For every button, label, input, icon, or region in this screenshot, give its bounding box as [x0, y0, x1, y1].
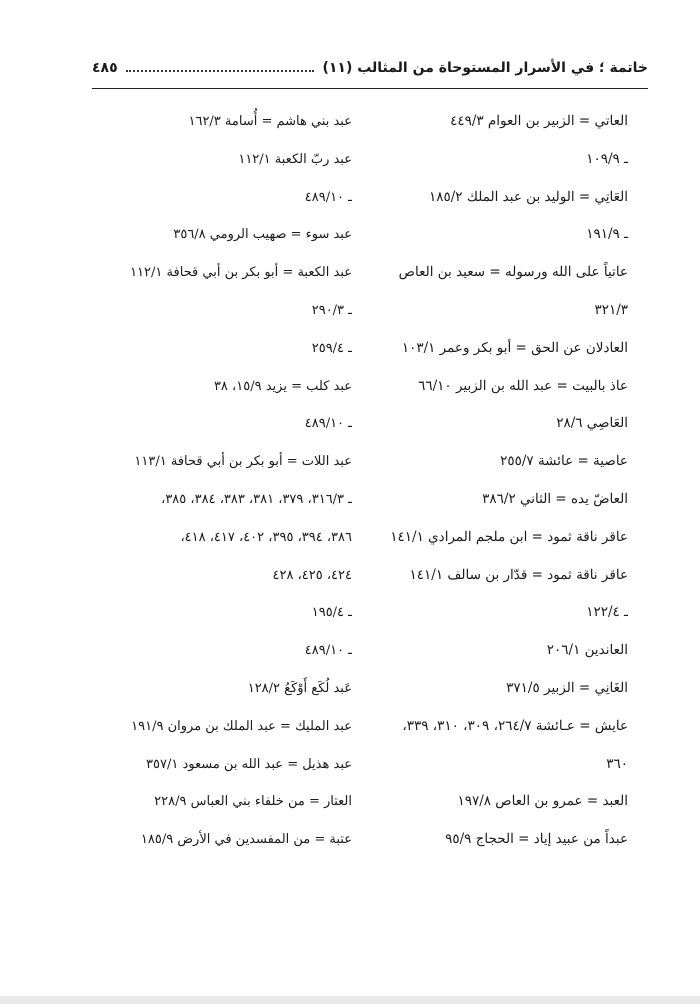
- index-entry: ـ ٤٨٩/١٠: [304, 643, 352, 659]
- index-entry: العاتي = الزبير بن العوام ٤٤٩/٣: [450, 113, 628, 129]
- index-entry: عايش = عـائشة ٢٦٤/٧، ٣٠٩، ٣١٠، ٣٣٩،: [402, 717, 628, 734]
- index-entry: ـ ١٠٩/٩: [586, 150, 628, 167]
- index-entry: ـ ٣١٦/٣، ٣٧٩، ٣٨١، ٣٨٣، ٣٨٤، ٣٨٥،: [161, 491, 352, 507]
- index-entry: ـ ١٢٢/٤: [586, 604, 628, 621]
- index-entry: ـ ١٩٥/٤: [311, 605, 352, 621]
- index-entry: عبداً من عبيد إياد = الحجاج ٩٥/٩: [445, 831, 628, 848]
- index-entry: ٤٢٤، ٤٢٥، ٤٢٨: [272, 567, 352, 583]
- index-entry: عتبة = من المفسدين في الأرض ١٨٥/٩: [140, 832, 352, 848]
- index-entry: العَاتِي = الوليد بن عبد الملك ١٨٥/٢: [429, 188, 628, 205]
- index-entry: ـ ٢٩٠/٣: [311, 302, 352, 318]
- header-dot-leader: [126, 60, 315, 72]
- index-entry: عاقر ناقة ثمود = ابن ملجم المرادي ١٤١/١: [390, 528, 628, 545]
- index-entry: عبد ربّ الكعبة ١١٢/١: [238, 151, 352, 167]
- index-entry: عبد اللات = أبو بكر بن أبي قحافة ١١٣/١: [134, 454, 352, 470]
- index-entry: عاذ بالبيت = عبد الله بن الزبير ٦٦/١٠: [418, 377, 628, 394]
- scan-bottom-edge: [0, 996, 700, 1004]
- index-entry: عاقر ناقة ثمود = قدّار بن سالف ١٤١/١: [409, 566, 628, 583]
- index-entry: العاندين ٢٠٦/١: [546, 642, 628, 659]
- index-column-right: [328, 103, 628, 859]
- index-entry: ـ ١٩١/٩: [586, 226, 628, 243]
- index-entry: عاصية = عائشة ٢٥٥/٧: [500, 453, 628, 470]
- index-entry: عبد هذيل = عبد الله بن مسعود ٣٥٧/١: [146, 756, 352, 772]
- index-entry: العادلان عن الحق = أبو بكر وعمر ١٠٣/١: [401, 339, 628, 356]
- index-entry: العتار = من خلفاء بني العباس ٢٢٨/٩: [154, 794, 352, 810]
- header-rule: [92, 88, 648, 89]
- index-entry: العبد = عمرو بن العاص ١٩٧/٨: [457, 793, 628, 810]
- index-entry: عبد الكعبة = أبو بكر بن أبي قحافة ١١٢/١: [130, 265, 352, 281]
- index-column-left: [30, 103, 352, 859]
- index-entry: عبد سوء = صهيب الرومي ٣٥٦/٨: [173, 227, 352, 243]
- index-entry: عبد كلب = يزيد ١٥/٩، ٣٨: [213, 378, 352, 394]
- running-header: [92, 60, 648, 76]
- index-entry: ـ ٢٥٩/٤: [311, 340, 352, 356]
- index-entry: العاضّ يده = الثاني ٣٨٦/٢: [482, 490, 628, 507]
- header-title: خاتمة ؛ في الأسرار المستوحاة من المثالب (١١): [322, 60, 648, 76]
- index-entry: الغَانِي = الزبير ٣٧١/٥: [506, 679, 628, 696]
- index-entry: عَبد لُكَع أَوْكَعُ ١٢٨/٢: [247, 680, 352, 696]
- index-entry: ٣٦٠: [606, 755, 628, 772]
- index-entry: عبد المليك = عبد الملك بن مروان ١٩١/٩: [131, 718, 352, 734]
- index-entry: ـ ٤٨٩/١٠: [304, 416, 352, 432]
- index-entry: عاتياً على الله ورسوله = سعيد بن العاص: [398, 264, 628, 281]
- index-entry: عبد بني هاشم = أُسامة ١٦٢/٣: [188, 114, 352, 129]
- index-entry: ـ ٤٨٩/١٠: [304, 189, 352, 205]
- index-entry: ٣٨٦، ٣٩٤، ٣٩٥، ٤٠٢، ٤١٧، ٤١٨،: [180, 529, 352, 545]
- page-number: ٤٨٥: [92, 60, 118, 76]
- index-entry: العَاصِي ٢٨/٦: [556, 415, 628, 432]
- index-entry: ٣٢١/٣: [594, 301, 628, 318]
